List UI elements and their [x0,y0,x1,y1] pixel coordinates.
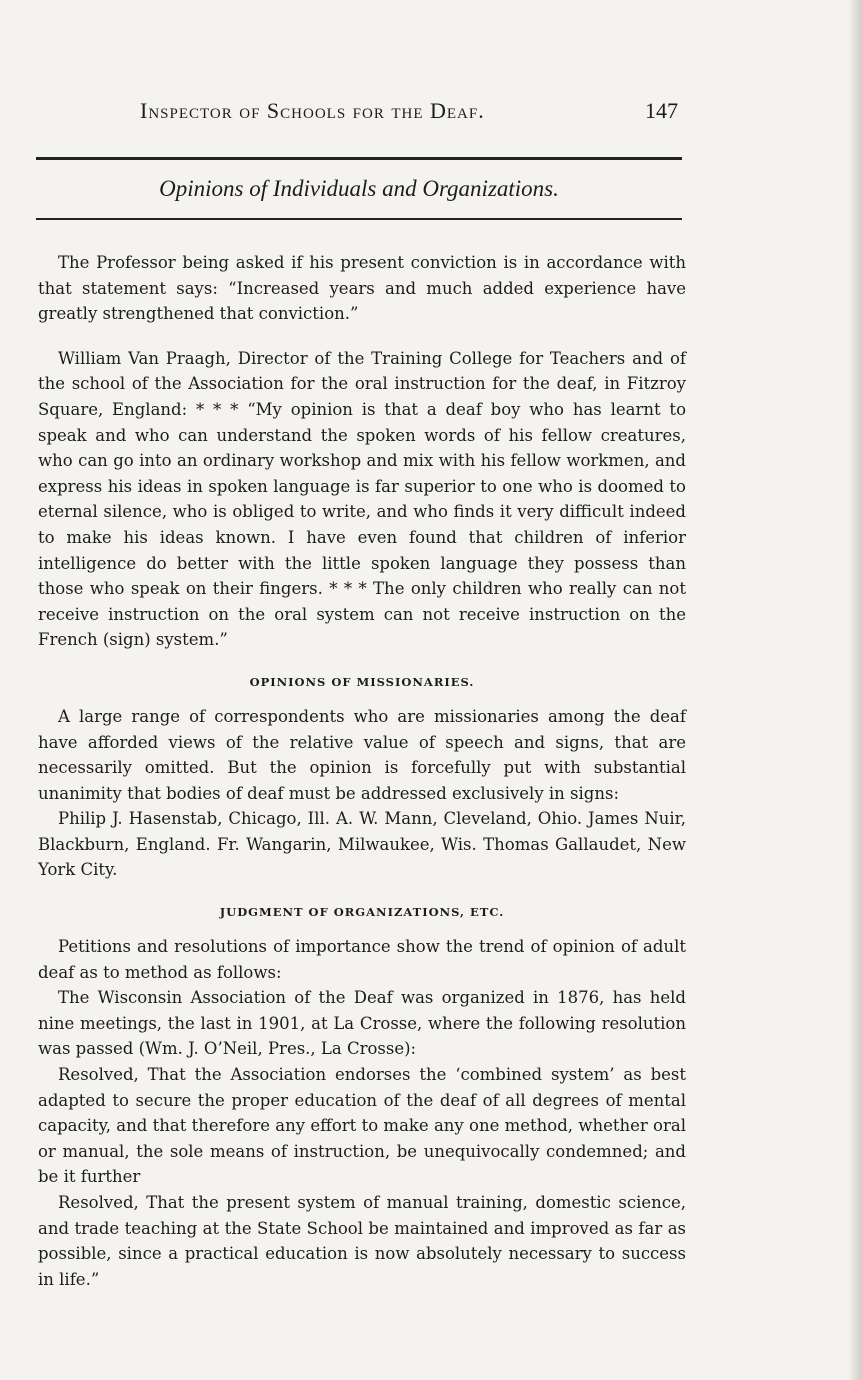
top-rule [36,157,682,160]
running-head: Inspector of Schools for the Deaf. [140,98,485,123]
section-title: Opinions of Individuals and Organizations. [159,176,559,201]
paragraph-wisconsin: The Wisconsin Association of the Deaf was organized in 1876, has held nine meetings, the last in 1901, at La Crosse, where the following resolution was passed (Wm. J. O’Neil, Pres., La Crosse): [38,988,686,1059]
paragraph-resolved-2: Resolved, That the present system of manual training, domestic science, and trade teaching at the State School be maintained and improved as far as possible, since a practical education is now absolutely necessary to success in life.” [38,1193,686,1289]
paragraph-missionaries: A large range of correspondents who are missionaries among the deaf have afforded views of the relative value of speech and signs, that are necessarily omitted. But the opinion is forcefully put with substantial unanimity that bodies of deaf must be addressed exclusively in signs: [38,706,686,803]
page-header [36,98,682,132]
heading-missionaries: OPINIONS OF MISSIONARIES. [249,674,475,689]
bottom-rule [36,218,682,220]
paragraph-van-praagh: William Van Praagh, Director of the Training College for Teachers and of the school of the Association for the oral instruction for the deaf, in Fitzroy Square, England: * * * “My opinion is that a deaf boy who has learnt to speak and who can understand the spoken words of his fellow creatures, who can go into an ordinary workshop and mix with his fellow workmen, and express his ideas in spoken language is far superior to one who is doomed to eternal silence, who is obliged to write, and who finds it very difficult indeed to make his ideas known. I have even found that children of inferior intelligence do better with the little spoken language they possess than those who speak on their fingers. * * * The only children who really can not receive instruction on the oral system can not receive instruction on the French (sign) system.” [38,348,686,650]
heading-organizations: JUDGMENT OF ORGANIZATIONS, ETC. [219,905,505,920]
missionary-names: Philip J. Hasenstab, Chicago, Ill. A. W. Mann, Cleveland, Ohio. James Nuir, Blackburn, England. Fr. Wangarin, Milwaukee, Wis. Thomas Gallaudet, New York City. [38,809,686,880]
page-number: 147 [645,98,678,123]
paragraph-petitions: Petitions and resolutions of importance show the trend of opinion of adult deaf as to method as follows: [38,937,686,982]
paragraph-resolved-1: Resolved, That the Association endorses the ‘combined system’ as best adapted to secure the proper education of the deaf of all degrees of mental capacity, and that therefore any effort to make any one method, whether oral or manual, the sole means of instruction, be unequivocally condemned; and be it further [38,1065,686,1187]
page-edge-shadow [848,0,862,1380]
body-text [38,250,686,1292]
paragraph-professor: The Professor being asked if his present conviction is in accordance with that statement says: “Increased years and much added experience have greatly strengthened that conviction.” [38,253,686,324]
